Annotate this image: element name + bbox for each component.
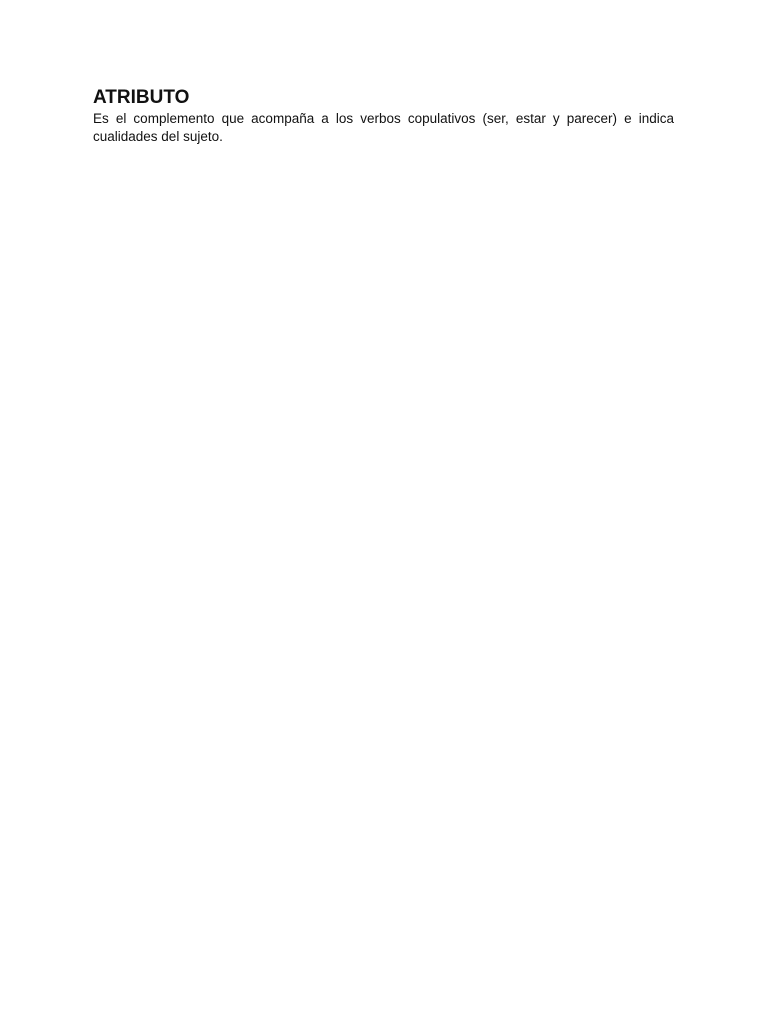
document-page — [93, 86, 674, 146]
atributo-intro: Es el complemento que acompaña a los verbos copulativos (ser, estar y parecer) e indica cualidades del sujeto. — [93, 111, 674, 144]
atributo-heading: ATRIBUTO — [93, 87, 190, 108]
